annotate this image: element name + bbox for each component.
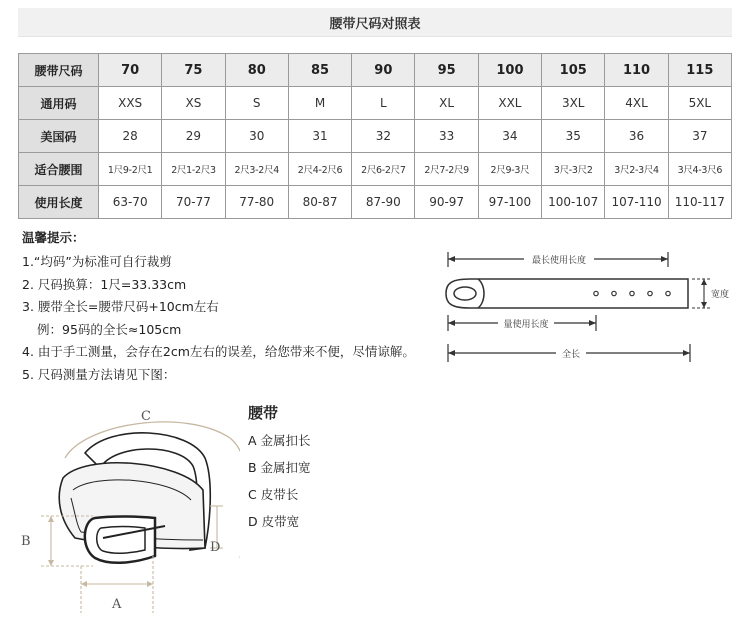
table-cell: 105	[542, 54, 605, 87]
table-cell: 2尺3-2尺4	[225, 153, 288, 186]
table-cell: 5XL	[668, 87, 731, 120]
width-dimension	[692, 279, 710, 308]
table-row-usable-length	[19, 186, 732, 219]
table-cell: 63-70	[99, 186, 162, 219]
table-cell: 100	[478, 54, 541, 87]
letter-c: C	[141, 409, 151, 424]
table-cell: 115	[668, 54, 731, 87]
tip-item: 2. 尺码换算：1尺=33.33cm	[22, 276, 187, 292]
letter-a: A	[112, 597, 122, 612]
row-label: 适合腰围	[19, 153, 99, 186]
page-title-bar	[18, 8, 732, 37]
belt-illustration	[15, 398, 240, 618]
table-cell: 2尺6-2尺7	[352, 153, 415, 186]
table-cell: 107-110	[605, 186, 668, 219]
table-cell: 31	[288, 120, 351, 153]
table-cell: 1尺9-2尺1	[99, 153, 162, 186]
row-label: 使用长度	[19, 186, 99, 219]
page-title: 腰带尺码对照表	[329, 16, 421, 32]
tips-title: 温馨提示：	[22, 230, 85, 245]
table-cell: 70-77	[162, 186, 225, 219]
table-row-general-size	[19, 87, 732, 120]
table-cell: 4XL	[605, 87, 668, 120]
row-label: 美国码	[19, 120, 99, 153]
table-cell: 97-100	[478, 186, 541, 219]
table-cell: 2尺4-2尺6	[288, 153, 351, 186]
table-cell: XS	[162, 87, 225, 120]
legend-item: C 皮带长	[248, 487, 299, 502]
table-cell: 110-117	[668, 186, 731, 219]
table-cell: 85	[288, 54, 351, 87]
table-cell: XL	[415, 87, 478, 120]
table-cell: 33	[415, 120, 478, 153]
letter-b: B	[21, 534, 31, 549]
tip-item: 1.“均码”为标准可自行裁剪	[22, 254, 172, 269]
table-cell: 3尺2-3尺4	[605, 153, 668, 186]
size-chart-table	[18, 53, 732, 219]
table-cell: M	[288, 87, 351, 120]
legend-item: D 皮带宽	[248, 514, 300, 529]
table-cell: 2尺7-2尺9	[415, 153, 478, 186]
row-label: 通用码	[19, 87, 99, 120]
tip-item: 3. 腰带全长=腰带尺码+10cm左右	[22, 299, 219, 314]
table-cell: 80-87	[288, 186, 351, 219]
table-cell: XXS	[99, 87, 162, 120]
belt-legend	[248, 402, 311, 535]
max-length-label: 最长使用长度	[531, 256, 587, 266]
table-row-us-size	[19, 120, 732, 153]
letter-d: D	[210, 540, 221, 555]
table-cell: 87-90	[352, 186, 415, 219]
table-cell: 80	[225, 54, 288, 87]
table-cell: 37	[668, 120, 731, 153]
tips-section	[22, 228, 415, 386]
table-cell: 3尺4-3尺6	[668, 153, 731, 186]
belt-measurement-diagram	[440, 245, 740, 370]
legend-item: B 金属扣宽	[248, 460, 311, 475]
table-cell: 110	[605, 54, 668, 87]
tip-item: 4. 由于手工测量，会存在2cm左右的误差，给您带来不便，尽情谅解。	[22, 344, 415, 359]
table-cell: 29	[162, 120, 225, 153]
table-cell: 3XL	[542, 87, 605, 120]
table-cell: 90-97	[415, 186, 478, 219]
table-cell: 30	[225, 120, 288, 153]
table-cell: 32	[352, 120, 415, 153]
tip-item: 例：95码的全长≈105cm	[37, 321, 182, 337]
tip-item: 5. 尺码测量方法请见下图：	[22, 366, 176, 382]
table-cell: 35	[542, 120, 605, 153]
table-cell: 2尺1-2尺3	[162, 153, 225, 186]
legend-item: A 金属扣长	[248, 433, 311, 448]
min-length-label: 量使用长度	[503, 320, 549, 330]
table-cell: 77-80	[225, 186, 288, 219]
table-cell: 100-107	[542, 186, 605, 219]
buckle-icon	[85, 517, 165, 563]
width-label: 宽度	[711, 290, 730, 300]
table-row-belt-size	[19, 54, 732, 87]
table-cell: 2尺9-3尺	[478, 153, 541, 186]
table-cell: 70	[99, 54, 162, 87]
legend-title: 腰带	[248, 404, 279, 422]
table-row-waist-range	[19, 153, 732, 186]
row-label: 腰带尺码	[19, 54, 99, 87]
table-cell: 36	[605, 120, 668, 153]
table-cell: S	[225, 87, 288, 120]
table-cell: L	[352, 87, 415, 120]
table-cell: 3尺-3尺2	[542, 153, 605, 186]
full-length-label: 全长	[561, 350, 581, 360]
table-cell: 95	[415, 54, 478, 87]
table-cell: 90	[352, 54, 415, 87]
table-cell: XXL	[478, 87, 541, 120]
belt-strap	[446, 279, 688, 308]
table-cell: 34	[478, 120, 541, 153]
table-cell: 75	[162, 54, 225, 87]
table-cell: 28	[99, 120, 162, 153]
